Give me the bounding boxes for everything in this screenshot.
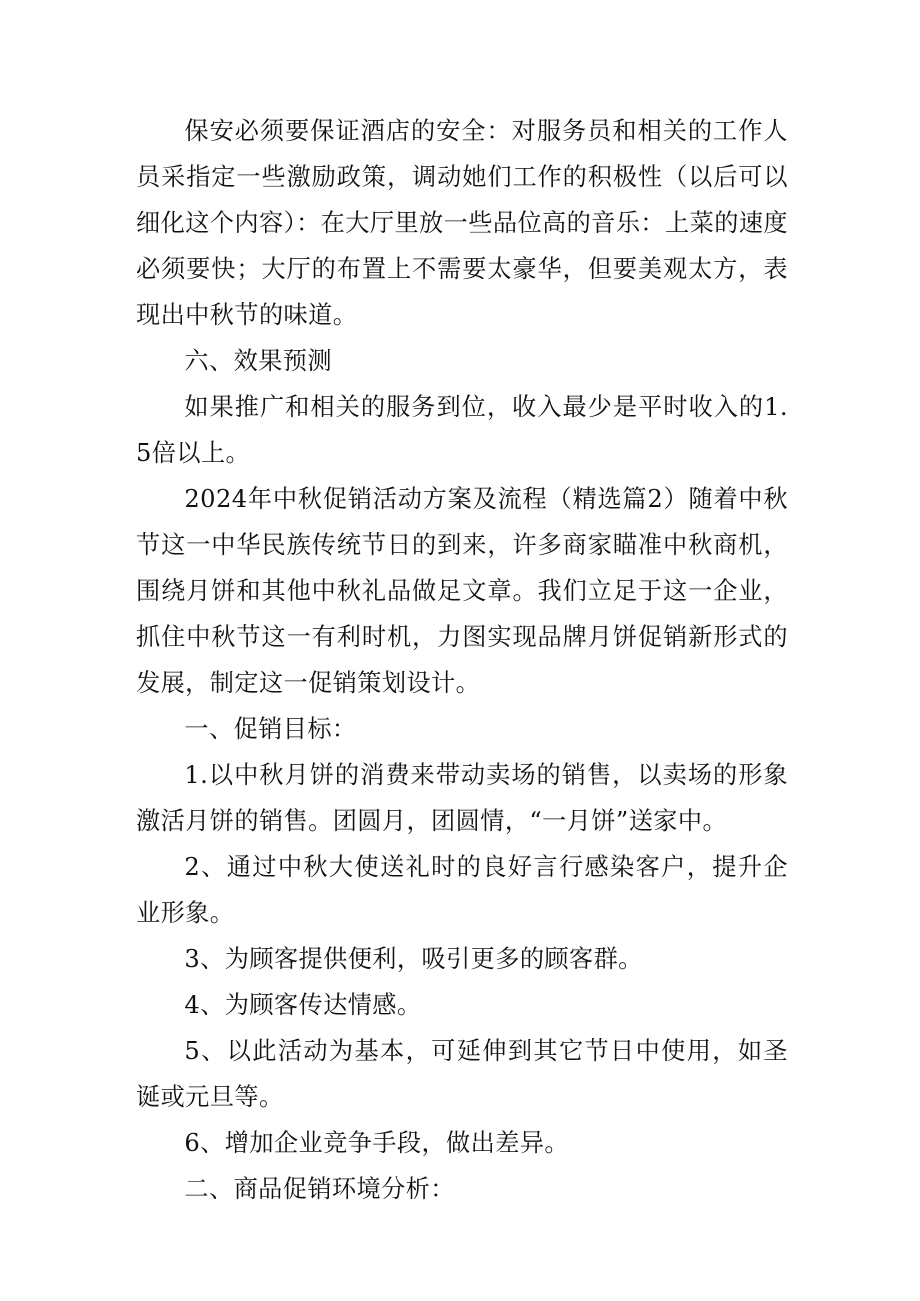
heading-promotion-goals: 一、促销目标： — [184, 715, 357, 743]
list-item-goal-4: 4、为顾客传达情感。 — [184, 991, 422, 1019]
list-item-goal-2: 2、通过中秋大使送礼时的良好言行感染客户，提升企业形象。 — [136, 853, 788, 927]
paragraph-plan-intro: 2024年中秋促销活动方案及流程（精选篇2）随着中秋节这一中华民族传统节日的到来，许多商家瞄准中秋商机，围绕月饼和其他中秋礼品做足文章。我们立足于这一企业，抓住中秋节这一有利时机，力图实现品牌月饼促销新形式的发展，制定这一促销策划设计。 — [136, 485, 788, 697]
paragraph-security: 保安必须要保证酒店的安全：对服务员和相关的工作人员采指定一些激励政策，调动她们工作的积极性（以后可以细化这个内容）：在大厅里放一些品位高的音乐：上菜的速度必须要快；大厅的布置上不需要太豪华，但要美观太方，表现出中秋节的味道。 — [136, 117, 788, 329]
list-item-goal-3: 3、为顾客提供便利，吸引更多的顾客群。 — [184, 945, 643, 973]
heading-environment-analysis: 二、商品促销环境分析： — [184, 1175, 455, 1203]
list-item-goal-5: 5、以此活动为基本，可延伸到其它节日中使用，如圣诞或元旦等。 — [136, 1037, 788, 1111]
list-item-goal-6: 6、增加企业竞争手段，做出差异。 — [184, 1129, 569, 1157]
document-body — [136, 108, 788, 1212]
heading-effect-forecast: 六、效果预测 — [184, 347, 332, 375]
paragraph-revenue-forecast: 如果推广和相关的服务到位，收入最少是平时收入的1.5倍以上。 — [136, 393, 788, 467]
list-item-goal-1: 1.以中秋月饼的消费来带动卖场的销售，以卖场的形象激活月饼的销售。团圆月，团圆情，“一月饼”送家中。 — [136, 761, 788, 835]
